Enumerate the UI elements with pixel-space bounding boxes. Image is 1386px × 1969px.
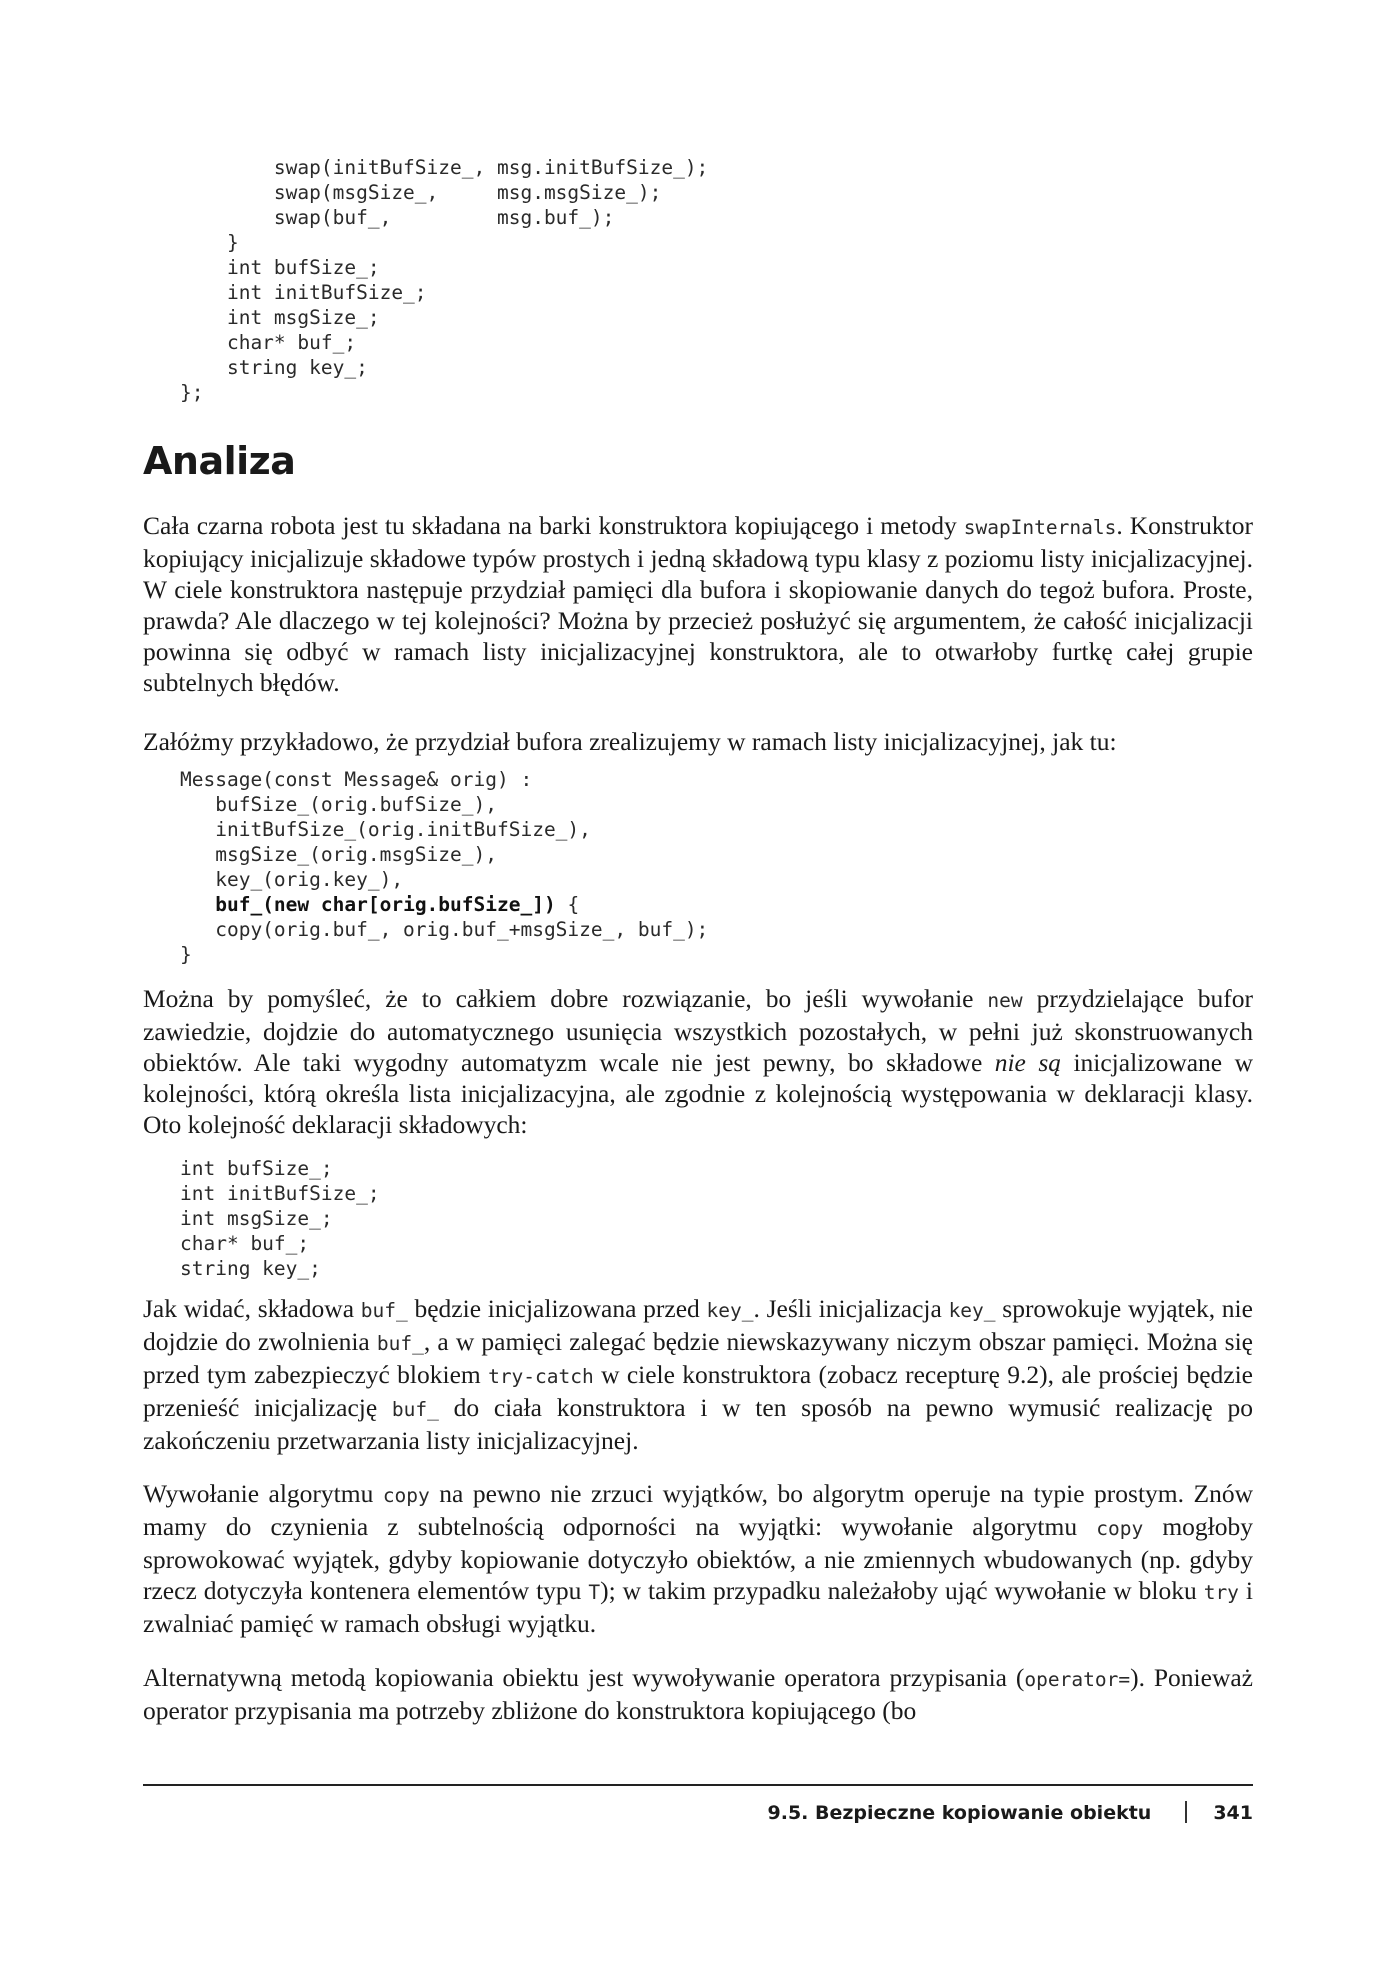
paragraph-5: Wywołanie algorytmu copy na pewno nie zrzuci wyjątków, bo algorytm operuje na typie prostym. Znów mamy do czynienia z subtelnością odporności na wyjątki: wywołanie algorytmu copy mogłoby sprowokować wyjątek, gdyby kopiowanie dotyczyło obiektów, a nie zmiennych wbudowanych (np. gdyby rzecz dotyczyła kontenera elementów typu T); w takim przypadku należałoby ująć wywołanie w bloku try i zwalniać pamięć w ramach obsługi wyjątku. <box>143 1479 1253 1638</box>
paragraph-2: Załóżmy przykładowo, że przydział bufora zrealizujemy w ramach listy inicjalizacyjnej, jak tu: <box>143 727 1117 756</box>
paragraph-6: Alternatywną metodą kopiowania obiektu jest wywoływanie operatora przypisania (operator=). Ponieważ operator przypisania ma potrzeby zbliżone do konstruktora kopiującego (bo <box>143 1663 1253 1725</box>
code-listing-top: swap(initBufSize_, msg.initBufSize_); swap(msgSize_, msg.msgSize_); swap(buf_, msg.buf_); } int bufSize_; int initBufSize_; int msgSize_; char* buf_; string key_; }; <box>180 156 709 404</box>
code-listing-members: int bufSize_; int initBufSize_; int msgSize_; char* buf_; string key_; <box>180 1157 380 1280</box>
paragraph-3: Można by pomyśleć, że to całkiem dobre rozwiązanie, bo jeśli wywołanie new przydzielające bufor zawiedzie, dojdzie do automatycznego usunięcia wszystkich pozostałych, w pełni już skonstruowanych obiektów. Ale taki wygodny automatyzm wcale nie jest pewny, bo składowe nie są inicjalizowane w kolejności, którą określa lista inicjalizacyjna, ale zgodnie z kolejnością występowania w deklaracji klasy. Oto kolejność deklaracji składowych: <box>143 984 1253 1139</box>
code-listing-constructor: Message(const Message& orig) : bufSize_(orig.bufSize_), initBufSize_(orig.initBufSize_), msgSize_(orig.msgSize_), key_(orig.key_), buf_(new char[orig.bufSize_]) { copy(orig.buf_, orig.buf_+msgSize_, buf_); } <box>180 768 709 966</box>
paragraph-4: Jak widać, składowa buf_ będzie inicjalizowana przed key_. Jeśli inicjalizacja key_ sprowokuje wyjątek, nie dojdzie do zwolnienia buf_, a w pamięci zalegać będzie niewskazywany niczym obszar pamięci. Można się przed tym zabezpieczyć blokiem try-catch w ciele konstruktora (zobacz recepturę 9.2), ale prościej będzie przenieść inicjalizację buf_ do ciała konstruktora i w ten sposób na pewno wymusić realizację po zakończeniu przetwarzania listy inicjalizacyjnej. <box>143 1294 1253 1455</box>
paragraph-1: Cała czarna robota jest tu składana na barki konstruktora kopiującego i metody swapInternals. Konstruktor kopiujący inicjalizuje składowe typów prostych i jedną składową typu klasy z poziomu listy inicjalizacyjnej. W ciele konstruktora następuje przydział pamięci dla bufora i skopiowanie danych do tegoż bufora. Proste, prawda? Ale dlaczego w tej kolejności? Można by przecież posłużyć się argumentem, że całość inicjalizacji powinna się odbyć w ramach listy inicjalizacyjnej konstruktora, ale to otwarłoby furtkę całej grupie subtelnych błędów. <box>143 511 1253 697</box>
footer-rule <box>143 1784 1253 1786</box>
footer-section-title: 9.5. Bezpieczne kopiowanie obiektu <box>767 1802 1152 1824</box>
page-number: 341 <box>1213 1802 1253 1824</box>
page-footer <box>768 1800 1254 1826</box>
section-heading: Analiza <box>143 439 296 483</box>
footer-separator <box>1185 1801 1187 1823</box>
